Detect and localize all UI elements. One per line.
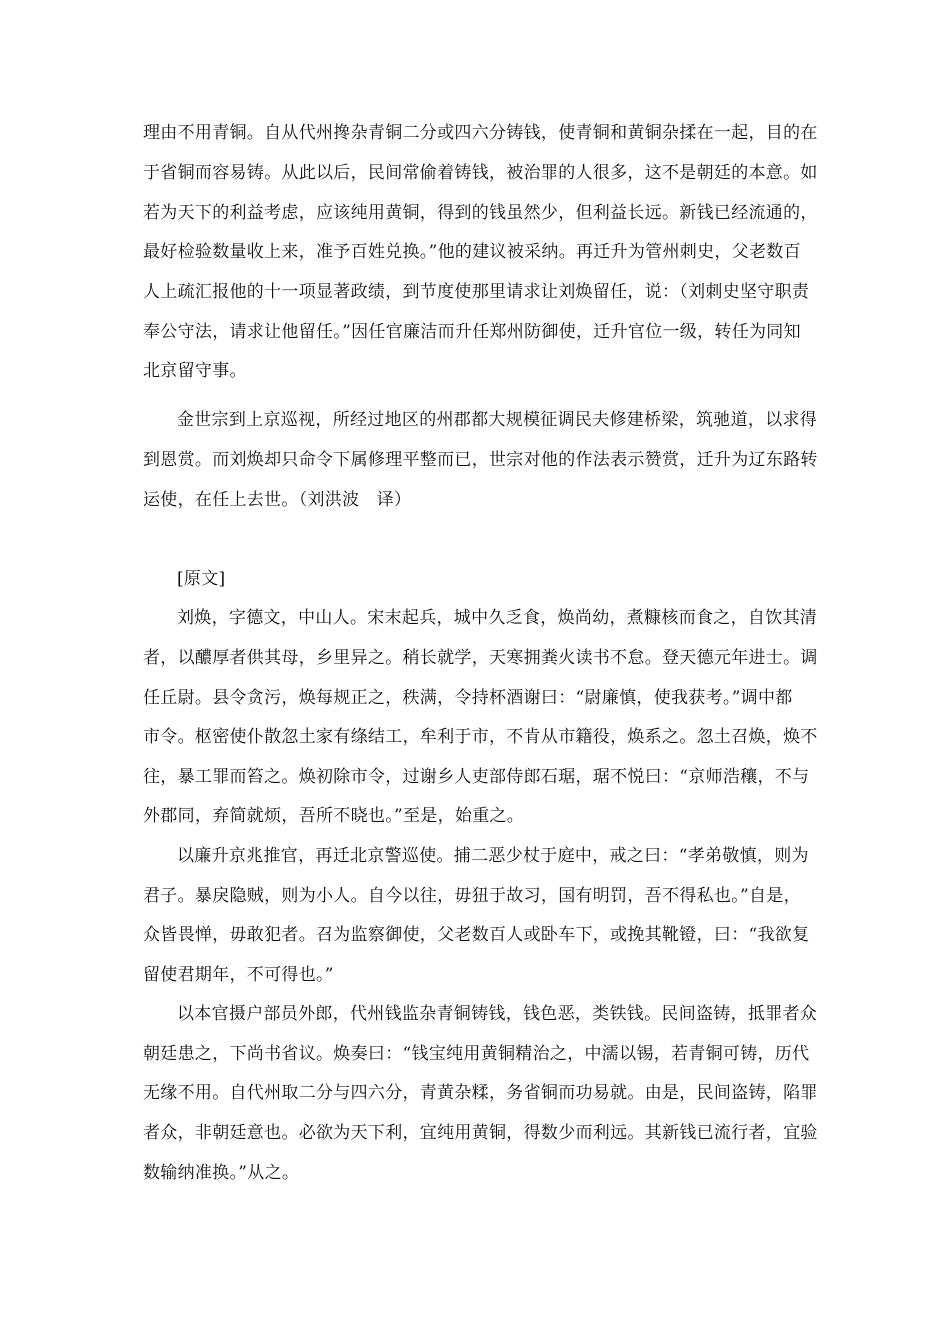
translation-line: 人上疏汇报他的十一项显著政绩，到节度使那里请求让刘焕留任，说：（刘刺史坚守职责 (143, 282, 810, 302)
translation-line: 金世宗到上京巡视，所经过地区的州郡都大规模征调民夫修建桥梁，筑驰道，以求得 (177, 410, 818, 430)
original-line: 以廉升京兆推官，再迁北京警巡使。捕二恶少杖于庭中，戒之曰：“孝弟敬慎，则为 (177, 846, 809, 866)
original-line: 无缘不用。自代州取二分与四六分，青黄杂糅，务省铜而功易就。由是，民间盗铸，陷罪 (143, 1083, 818, 1103)
translation-line: 最好检验数量收上来，准予百姓兑换。”他的建议被采纳。再迁升为管州刺史，父老数百 (143, 242, 801, 262)
original-heading: [原文] (177, 569, 226, 589)
translation-line: 到恩赏。而刘焕却只命令下属修理平整而已，世宗对他的作法表示赞赏，迁升为辽东路转 (143, 450, 818, 470)
translation-line: 若为天下的利益考虑，应该纯用黄铜，得到的钱虽然少，但利益长远。新钱已经流通的， (143, 203, 818, 223)
original-line: 刘焕，字德文，中山人。宋末起兵，城中久乏食，焕尚幼，煮糠核而食之，自饮其清 (177, 608, 818, 628)
translation-line: 理由不用青铜。自从代州搀杂青铜二分或四六分铸钱，使青铜和黄铜杂揉在一起，目的在 (143, 123, 818, 143)
translation-line: 运使，在任上去世。（刘洪波 译） (143, 490, 412, 510)
original-line: 往，暴工罪而笞之。焕初除市令，过谢乡人吏部侍郎石琚，琚不悦曰：“京师浩穰，不与 (143, 767, 810, 787)
original-line: 任丘尉。县令贪污，焕每规正之，秩满，令持杯酒谢曰：“尉廉慎，使我获考。”调中都 (143, 688, 793, 708)
original-line: 以本官摄户部员外郎，代州钱监杂青铜铸钱，钱色恶，类铁钱。民间盗铸，抵罪者众 (177, 1004, 818, 1024)
original-line: 者，以醲厚者供其母，乡里异之。稍长就学，天寒拥粪火读书不怠。登天德元年进士。调 (143, 648, 818, 668)
translation-line: 北京留守事。 (143, 361, 247, 381)
original-line: 外郡同，弃简就烦，吾所不晓也。”至是，始重之。 (143, 806, 525, 826)
translation-line: 于省铜而容易铸。从此以后，民间常偷着铸钱，被治罪的人很多，这不是朝廷的本意。如 (143, 163, 818, 183)
original-line: 数输纳准换。”从之。 (143, 1163, 300, 1183)
original-line: 众皆畏惮，毋敢犯者。召为监察御使，父老数百人或卧车下，或挽其靴镫，曰：“我欲复 (143, 925, 810, 945)
original-line: 者众，非朝廷意也。必欲为天下利，宜纯用黄铜，得数少而利远。其新钱已流行者，宜验 (143, 1123, 818, 1143)
original-line: 君子。暴戾隐贼，则为小人。自今以往，毋狃于故习，国有明罚，吾不得私也。”自是， (143, 886, 801, 906)
translation-line: 奉公守法，请求让他留任。”因任官廉洁而升任郑州防御使，迁升官位一级，转任为同知 (143, 322, 801, 342)
original-line: 朝廷患之，下尚书省议。焕奏曰：“钱宝纯用黄铜精治之，中濡以锡，若青铜可铸，历代 (143, 1044, 810, 1064)
original-line: 市令。枢密使仆散忽土家有绦结工，牟利于市，不肯从市籍役，焕系之。忽土召焕，焕不 (143, 727, 818, 747)
original-line: 留使君期年，不可得也。” (143, 965, 334, 985)
